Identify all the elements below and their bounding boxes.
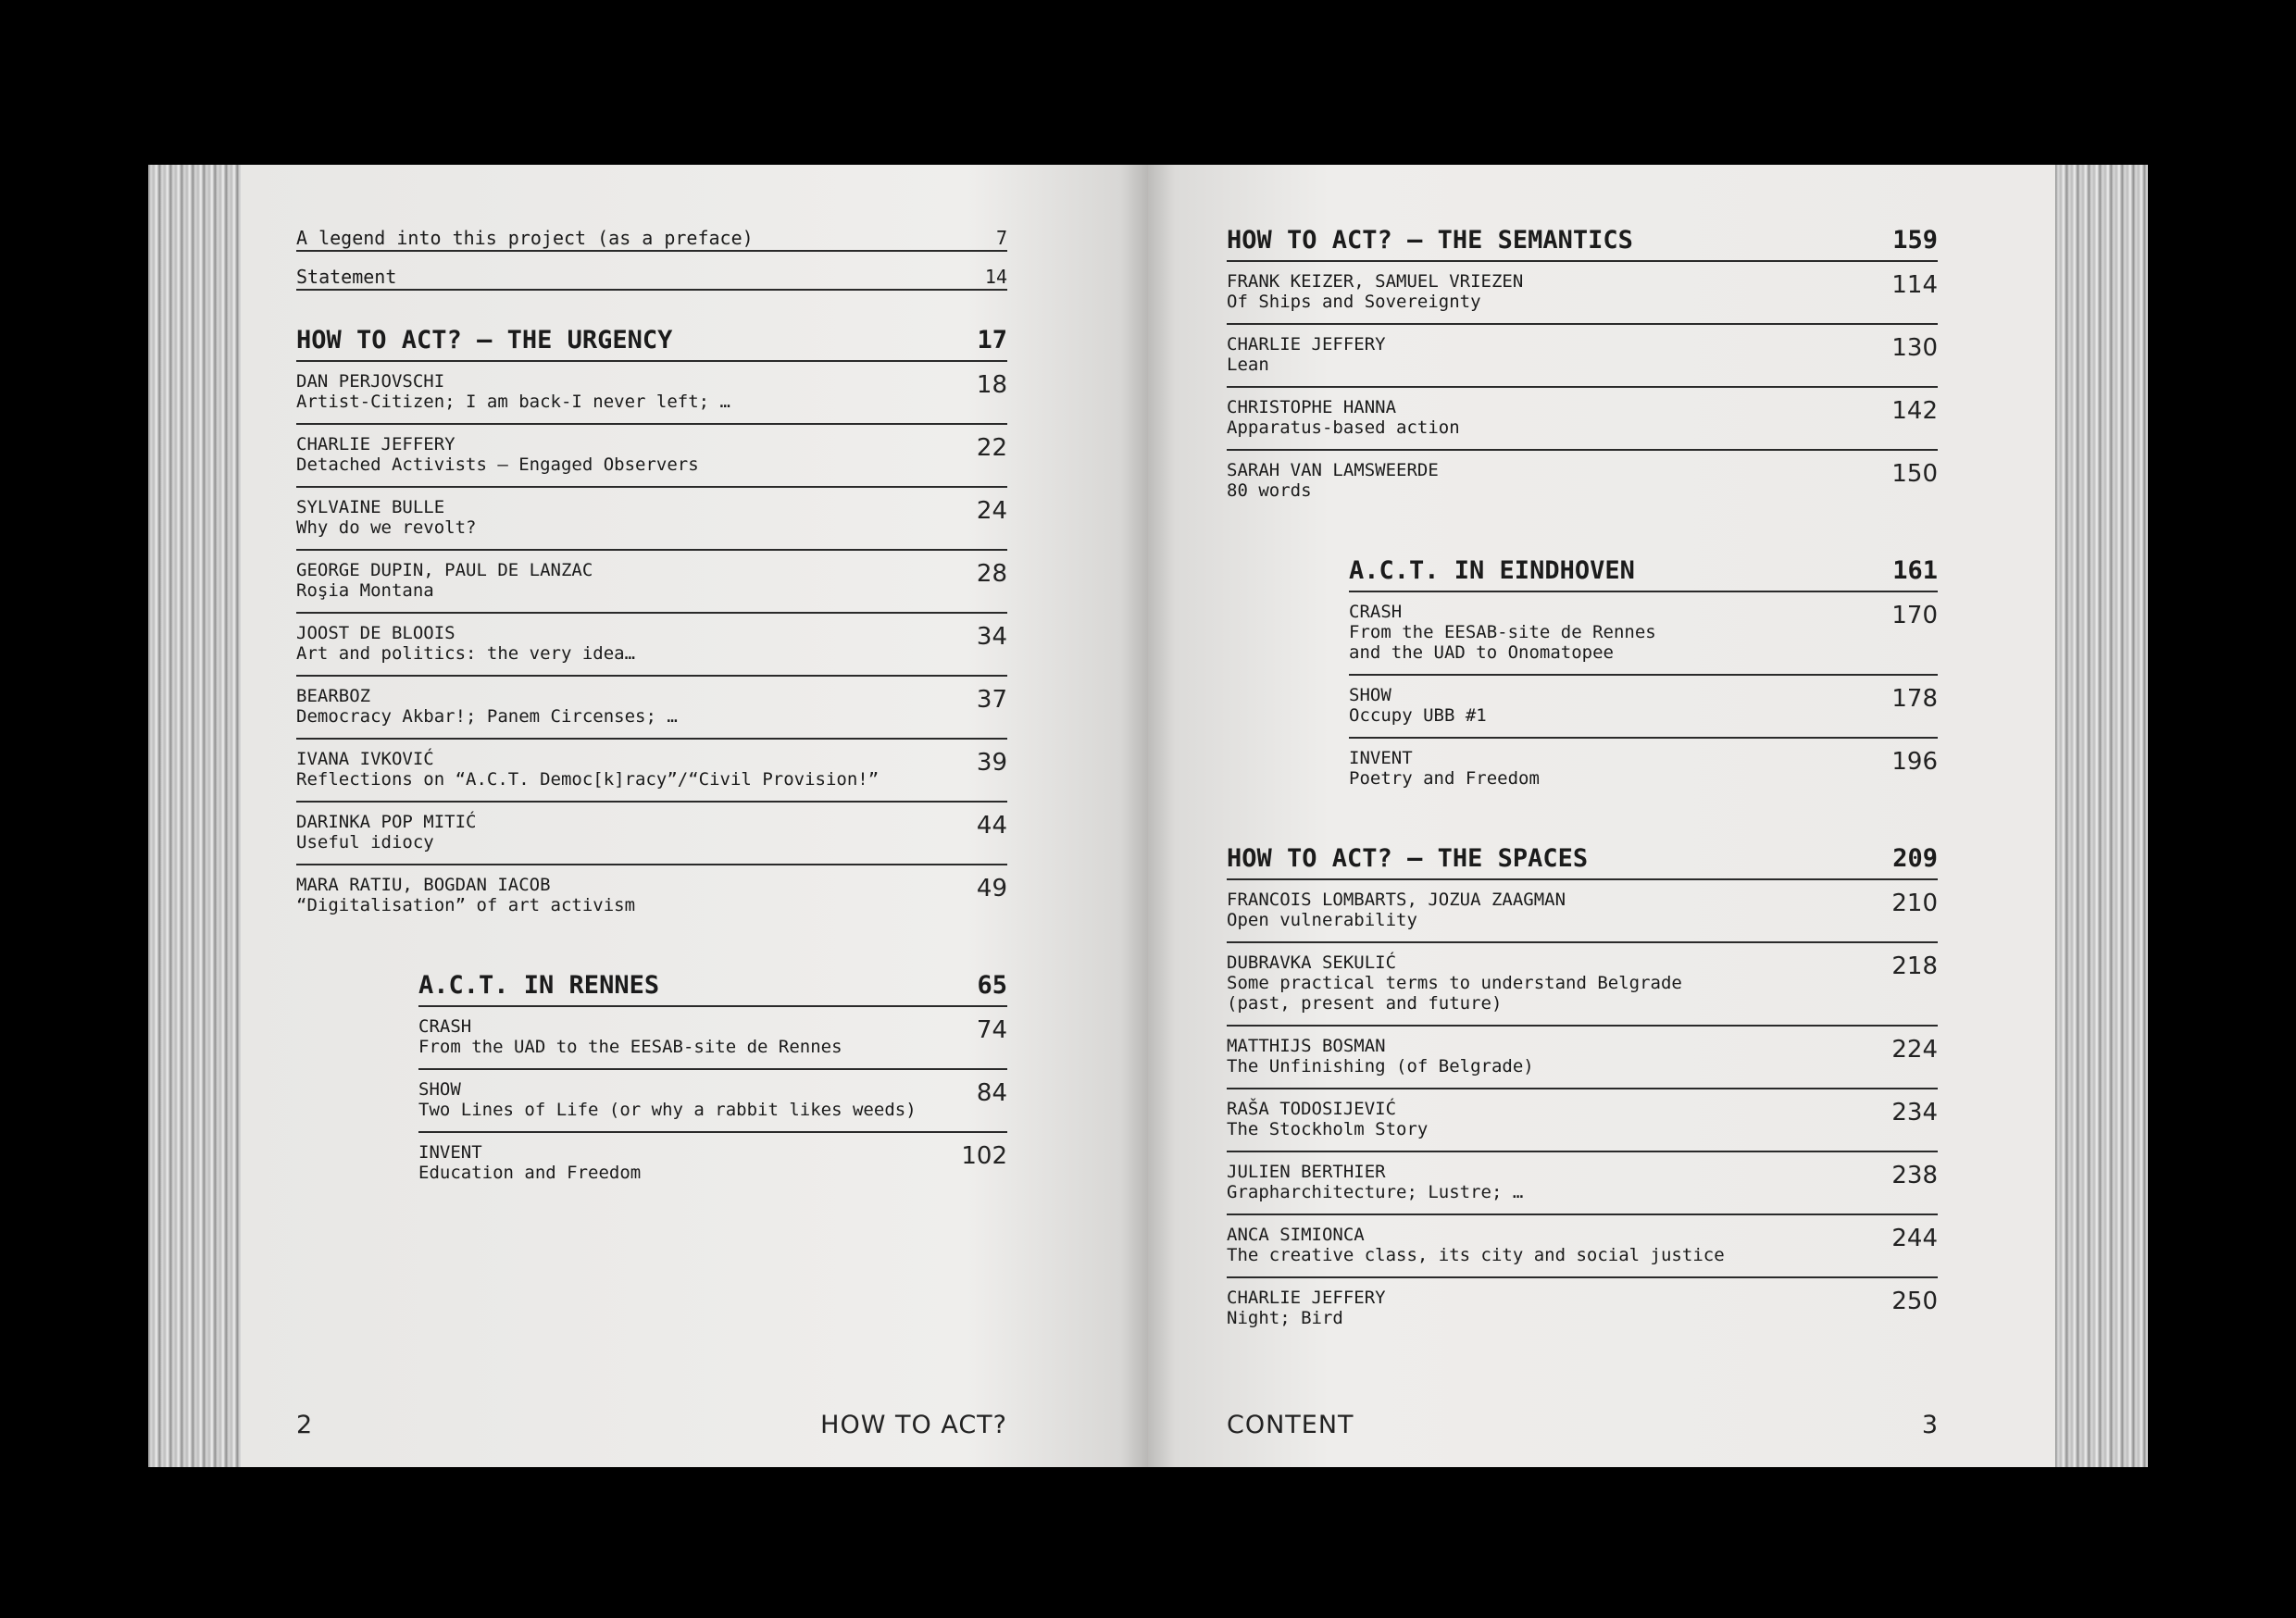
page-edges-left	[148, 165, 241, 1467]
toc-entry-title: Of Ships and Sovereignty	[1227, 292, 1481, 312]
toc-entry-title: From the UAD to the EESAB-site de Rennes	[418, 1037, 842, 1057]
section-heading-page: 65	[977, 971, 1007, 1000]
section-eindhoven	[1349, 556, 1938, 800]
toc-entry-page: 210	[1891, 890, 1938, 917]
toc-entry-author: RAŠA TODOSIJEVIĆ	[1227, 1099, 1397, 1119]
page-number: 2	[296, 1411, 313, 1439]
toc-entry	[1227, 1278, 1938, 1339]
toc-entry-author: SARAH VAN LAMSWEERDE	[1227, 460, 1439, 480]
toc-entry-page: 44	[976, 812, 1007, 840]
section-heading-text: A.C.T. IN EINDHOVEN	[1349, 556, 1635, 585]
toc-entry-text	[296, 560, 593, 601]
section-urgency	[296, 326, 1007, 927]
toc-entry	[296, 362, 1007, 425]
toc-entry-text	[418, 1142, 641, 1183]
toc-entry-author: DARINKA POP MITIĆ	[296, 812, 477, 832]
entry-list	[1227, 880, 1938, 1339]
toc-entry	[296, 488, 1007, 551]
toc-entry	[296, 425, 1007, 488]
toc-entry	[296, 803, 1007, 865]
toc-entry-author: DUBRAVKA SEKULIĆ	[1227, 952, 1397, 973]
toc-entry-text	[296, 497, 476, 538]
toc-entry	[418, 1070, 1007, 1133]
toc-entry-title: The creative class, its city and social justice	[1227, 1245, 1725, 1265]
toc-entry-author: MATTHIJS BOSMAN	[1227, 1036, 1386, 1056]
toc-entry-page: 170	[1891, 602, 1938, 629]
section-heading-page: 161	[1892, 556, 1938, 585]
running-title: HOW TO ACT?	[820, 1411, 1007, 1439]
open-book	[148, 165, 2148, 1467]
section-heading	[418, 971, 1007, 1007]
section-rennes	[418, 971, 1007, 1194]
toc-entry-text	[1227, 397, 1460, 438]
toc-entry-page: 28	[976, 560, 1007, 588]
toc-entry-text	[418, 1016, 842, 1057]
toc-entry	[1349, 592, 1938, 676]
toc-entry	[296, 740, 1007, 803]
toc-entry	[1227, 1152, 1938, 1215]
toc-entry	[418, 1007, 1007, 1070]
left-page	[241, 165, 1148, 1467]
left-toc	[296, 226, 1007, 1194]
toc-entry-title: Detached Activists — Engaged Observers	[296, 454, 699, 475]
toc-entry-author: INVENT	[1349, 748, 1413, 768]
toc-entry-page: 238	[1891, 1162, 1938, 1189]
toc-statement-page: 14	[984, 266, 1007, 288]
toc-entry-title: Two Lines of Life (or why a rabbit likes weeds)	[418, 1100, 917, 1120]
toc-entry-author: JOOST DE BLOOIS	[296, 623, 455, 643]
right-page	[1148, 165, 2055, 1467]
toc-entry-page: 24	[976, 497, 1007, 525]
toc-entry-page: 39	[976, 749, 1007, 777]
toc-entry-author: IVANA IVKOVIĆ	[296, 749, 434, 769]
toc-entry	[1227, 451, 1938, 512]
toc-entry-text	[1227, 1225, 1725, 1265]
toc-entry-text	[418, 1079, 917, 1120]
entry-list	[1227, 262, 1938, 512]
toc-entry-title: Grapharchitecture; Lustre; …	[1227, 1182, 1524, 1202]
toc-entry-author: CHRISTOPHE HANNA	[1227, 397, 1397, 417]
toc-entry-text	[1227, 890, 1566, 930]
toc-entry	[418, 1133, 1007, 1194]
toc-entry-author: SHOW	[1349, 685, 1391, 705]
toc-entry	[296, 865, 1007, 927]
toc-entry-title: Apparatus-based action	[1227, 417, 1460, 438]
toc-entry-author: SYLVAINE BULLE	[296, 497, 445, 517]
toc-entry-page: 18	[976, 371, 1007, 399]
toc-entry-title: Art and politics: the very idea…	[296, 643, 636, 664]
section-heading-page: 159	[1892, 226, 1938, 255]
toc-entry-author: CHARLIE JEFFERY	[1227, 1288, 1386, 1308]
toc-entry-author: CRASH	[1349, 602, 1403, 622]
toc-entry	[1227, 880, 1938, 943]
section-heading	[1227, 226, 1938, 262]
toc-entry-author: CHARLIE JEFFERY	[1227, 334, 1386, 355]
section-semantics	[1227, 226, 1938, 512]
toc-entry	[1227, 262, 1938, 325]
toc-entry	[1227, 325, 1938, 388]
toc-entry-title: 80 words	[1227, 480, 1312, 501]
toc-entry-page: 234	[1891, 1099, 1938, 1126]
toc-entry	[1227, 1027, 1938, 1089]
toc-entry-title: The Stockholm Story	[1227, 1119, 1429, 1139]
toc-entry-page: 244	[1891, 1225, 1938, 1252]
toc-entry-page: 84	[976, 1079, 1007, 1107]
toc-entry-author: CHARLIE JEFFERY	[296, 434, 455, 454]
toc-entry-text	[296, 371, 730, 412]
toc-entry-text	[296, 749, 879, 790]
toc-entry-title: Night; Bird	[1227, 1308, 1343, 1328]
toc-entry-author: BEARBOZ	[296, 686, 371, 706]
toc-entry-page: 178	[1891, 685, 1938, 713]
toc-entry-author: GEORGE DUPIN, PAUL DE LANZAC	[296, 560, 593, 580]
toc-entry-page: 102	[961, 1142, 1007, 1170]
toc-entry-author: JULIEN BERTHIER	[1227, 1162, 1386, 1182]
toc-entry-author: INVENT	[418, 1142, 482, 1163]
toc-entry-page: 224	[1891, 1036, 1938, 1064]
toc-statement-title: Statement	[296, 266, 397, 288]
toc-entry-page: 74	[976, 1016, 1007, 1044]
toc-entry	[1227, 1215, 1938, 1278]
toc-entry-title: Lean	[1227, 355, 1269, 375]
toc-entry-page: 196	[1891, 748, 1938, 776]
toc-preface-row	[296, 226, 1007, 252]
toc-entry-text	[1227, 952, 1682, 1014]
toc-entry-text	[1227, 1288, 1386, 1328]
toc-entry-text	[1227, 1162, 1523, 1202]
toc-preface-title: A legend into this project (as a preface)	[296, 227, 754, 249]
toc-entry	[1349, 739, 1938, 800]
toc-entry-title: Democracy Akbar!; Panem Circenses; …	[296, 706, 678, 727]
section-heading-text: HOW TO ACT? — THE SEMANTICS	[1227, 226, 1633, 255]
toc-entry-text	[1227, 1099, 1428, 1139]
section-heading	[296, 326, 1007, 362]
toc-entry	[296, 614, 1007, 677]
section-heading-text: HOW TO ACT? — THE SPACES	[1227, 844, 1589, 873]
toc-entry-text	[296, 686, 678, 727]
toc-entry-text	[1227, 271, 1523, 312]
toc-entry-page: 142	[1891, 397, 1938, 425]
toc-entry-page: 49	[976, 875, 1007, 902]
toc-entry	[1227, 1089, 1938, 1152]
toc-entry-page: 34	[976, 623, 1007, 651]
toc-entry-text	[1227, 334, 1386, 375]
toc-entry-title: Poetry and Freedom	[1349, 768, 1540, 789]
toc-entry-page: 37	[976, 686, 1007, 714]
page-number: 3	[1921, 1411, 1938, 1439]
toc-entry-text	[296, 812, 476, 853]
toc-entry-page: 22	[976, 434, 1007, 462]
toc-entry	[1227, 943, 1938, 1027]
toc-entry-text	[1349, 748, 1540, 789]
toc-entry-title: Useful idiocy	[296, 832, 434, 853]
toc-entry	[1349, 676, 1938, 739]
toc-entry-text	[296, 434, 699, 475]
toc-entry	[1227, 388, 1938, 451]
entry-list	[418, 1007, 1007, 1194]
toc-entry-text	[296, 875, 635, 915]
toc-entry-text	[1349, 685, 1487, 726]
toc-entry-author: DAN PERJOVSCHI	[296, 371, 445, 392]
toc-entry-title: Some practical terms to understand Belgrade (past, present and future)	[1227, 973, 1682, 1014]
toc-preface-page: 7	[995, 227, 1007, 249]
entry-list	[1349, 592, 1938, 800]
toc-entry-title: Why do we revolt?	[296, 517, 477, 538]
toc-entry-text	[296, 623, 635, 664]
toc-entry-title: “Digitalisation” of art activism	[296, 895, 636, 915]
section-heading-text: A.C.T. IN RENNES	[418, 971, 660, 1000]
toc-entry-title: The Unfinishing (of Belgrade)	[1227, 1056, 1534, 1077]
toc-entry	[296, 677, 1007, 740]
toc-entry-title: Roşia Montana	[296, 580, 434, 601]
toc-entry-author: FRANK KEIZER, SAMUEL VRIEZEN	[1227, 271, 1524, 292]
toc-entry-title: Open vulnerability	[1227, 910, 1417, 930]
toc-entry-author: FRANCOIS LOMBARTS, JOZUA ZAAGMAN	[1227, 890, 1566, 910]
toc-entry-title: Reflections on “A.C.T. Democ[k]racy”/“Civil Provision!”	[296, 769, 880, 790]
toc-entry-author: CRASH	[418, 1016, 472, 1037]
section-heading-page: 17	[977, 326, 1007, 355]
toc-entry-text	[1227, 1036, 1534, 1077]
toc-entry-text	[1227, 460, 1439, 501]
toc-entry-page: 250	[1891, 1288, 1938, 1315]
section-heading-page: 209	[1892, 844, 1938, 873]
toc-statement-row	[296, 252, 1007, 291]
toc-entry-title: Education and Freedom	[418, 1163, 642, 1183]
toc-entry-page: 130	[1891, 334, 1938, 362]
toc-entry-author: SHOW	[418, 1079, 461, 1100]
entry-list	[296, 362, 1007, 927]
page-edges-right	[2055, 165, 2148, 1467]
toc-entry-author: MARA RATIU, BOGDAN IACOB	[296, 875, 551, 895]
toc-entry-title: From the EESAB-site de Rennes and the UAD to Onomatopee	[1349, 622, 1656, 663]
section-heading-text: HOW TO ACT? — THE URGENCY	[296, 326, 673, 355]
toc-entry-text	[1349, 602, 1656, 663]
toc-entry-title: Occupy UBB #1	[1349, 705, 1487, 726]
toc-entry-author: ANCA SIMIONCA	[1227, 1225, 1365, 1245]
running-title: CONTENT	[1227, 1411, 1354, 1439]
toc-entry-title: Artist-Citizen; I am back-I never left; …	[296, 392, 730, 412]
toc-entry-page: 218	[1891, 952, 1938, 980]
toc-entry-page: 114	[1891, 271, 1938, 299]
toc-entry	[296, 551, 1007, 614]
toc-entry-page: 150	[1891, 460, 1938, 488]
section-heading	[1227, 844, 1938, 880]
right-toc	[1227, 226, 1938, 1339]
section-spaces	[1227, 844, 1938, 1339]
section-heading	[1349, 556, 1938, 592]
